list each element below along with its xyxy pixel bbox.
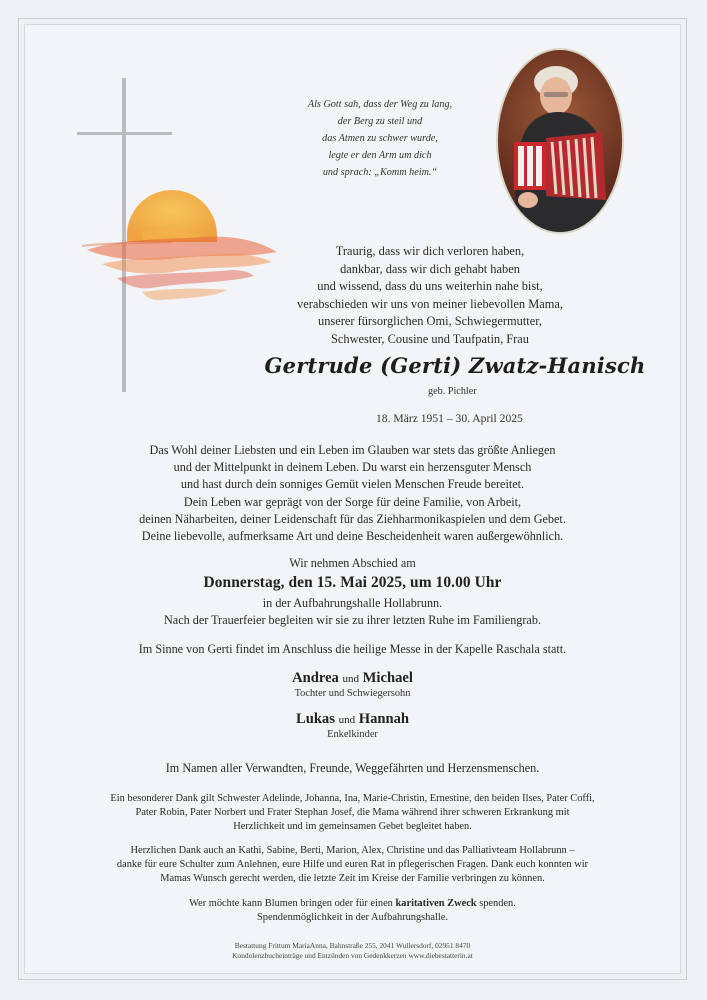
mourner-name: Hannah — [358, 711, 410, 727]
mourner-group — [24, 670, 681, 699]
portrait-photo — [496, 48, 624, 234]
intro-line: verabschieden wir uns von meiner liebevollen Mama, — [297, 296, 563, 311]
cross-horizontal-bar — [77, 132, 172, 135]
donation-pre: Wer möchte kann Blumen bringen oder für einen — [189, 898, 396, 909]
footer-line: Bestattung Frittum MariaAnna, Bahnstraße 255, 2041 Wullersdorf, 02951 8470 — [234, 941, 471, 950]
bio-line: Dein Leben war geprägt von der Sorge für deine Familie, von Arbeit, — [183, 494, 522, 509]
mourner-name: Michael — [362, 670, 413, 686]
thanks-line: Herzlichen Dank auch an Kathi, Sabine, Berti, Marion, Alex, Christine und das Palliativteam Hollabrunn – — [130, 845, 575, 856]
donation-line — [24, 897, 681, 911]
mourner-name: Lukas — [295, 711, 335, 727]
intro-line: unserer fürsorglichen Omi, Schwiegermutter, — [318, 314, 542, 329]
intro-text — [270, 243, 590, 349]
poem-line: und sprach: „Komm heim.“ — [322, 167, 438, 178]
thanks-paragraph-1 — [24, 792, 681, 835]
mourner-group — [24, 711, 681, 740]
bio-line: und der Mittelpunkt in deinem Leben. Du warst ein herzensguter Mensch — [173, 460, 532, 475]
poem-line: Als Gott sah, dass der Weg zu lang, — [307, 99, 453, 110]
mourner-role: Tochter und Schwiegersohn — [294, 688, 411, 699]
burial-text: Nach der Trauerfeier begleiten wir sie zu ihrer letzten Ruhe im Familiengrab. — [163, 613, 541, 627]
birth-name: geb. Pichler — [428, 386, 477, 397]
watercolor-sunset-icon — [82, 180, 282, 310]
bio-line: Das Wohl deiner Liebsten und ein Leben im Glauben war stets das größte Anliegen — [149, 443, 556, 457]
relatives-line: Im Namen aller Verwandten, Freunde, Weggefährten und Herzensmenschen. — [165, 761, 540, 775]
biography — [24, 442, 681, 545]
intro-line: und wissend, dass du uns weiterhin nahe bist, — [317, 279, 543, 294]
mourner-connector: und — [338, 714, 356, 726]
farewell-date: Donnerstag, den 15. Mai 2025, um 10.00 Uhr — [203, 574, 502, 591]
mass-text: Im Sinne von Gerti findet im Anschluss die heilige Messe in der Kapelle Raschala statt. — [138, 642, 567, 656]
mourner-names — [24, 711, 681, 728]
thanks-paragraph-2 — [24, 844, 681, 887]
bio-line: und hast durch dein sonniges Gemüt vielen Menschen Freude bereitet. — [180, 477, 525, 492]
life-dates: 18. März 1951 – 30. April 2025 — [376, 412, 523, 425]
accordion-player-image — [498, 50, 622, 232]
intro-line: dankbar, dass wir dich gehabt haben — [340, 261, 520, 276]
thanks-line: Herzlichkeit und im gemeinsamen Gebet begleitet haben. — [233, 821, 472, 833]
poem — [275, 96, 485, 181]
donation-note — [24, 897, 681, 925]
thanks-line: Ein besonderer Dank gilt Schwester Adelinde, Johanna, Ina, Marie-Christin, Ernestine, den beiden Ilses, Pater Coffi, — [110, 793, 595, 804]
bio-line: Deine liebevolle, aufmerksame Art und deine Bescheidenheit waren außergewöhnlich. — [141, 529, 564, 544]
poem-line: das Atmen zu schwer wurde, — [322, 133, 438, 144]
farewell-place: in der Aufbahrungshalle Hollabrunn. — [262, 596, 443, 610]
donation-line-2: Spendenmöglichkeit in der Aufbahrungshalle. — [256, 912, 449, 924]
poem-line: der Berg zu steil und — [337, 116, 423, 127]
intro-line: Traurig, dass wir dich verloren haben, — [335, 244, 525, 258]
mourner-role: Enkelkinder — [327, 729, 378, 740]
donation-post: spenden. — [476, 898, 516, 909]
footer — [24, 941, 681, 961]
mourner-name: Andrea — [292, 670, 339, 686]
farewell-intro: Wir nehmen Abschied am — [289, 556, 416, 570]
footer-line: Kondolenzbucheinträge und Entzünden von Gedenkkerzen www.diebestatterin.at — [232, 951, 473, 960]
farewell-place-block — [24, 595, 681, 629]
bio-line: deinen Näharbeiten, deiner Leidenschaft für das Ziehharmonikaspielen und dem Gebet. — [139, 511, 566, 526]
thanks-line: Mamas Wunsch gerecht werden, die letzte Zeit im Kreise der Familie verbringen zu können. — [160, 873, 545, 885]
intro-line: Schwester, Cousine und Taufpatin, Frau — [330, 331, 529, 346]
donation-bold: karitativen Zweck — [395, 898, 477, 909]
poem-line: legte er den Arm um dich — [328, 150, 432, 161]
thanks-line: Pater Robin, Pater Norbert und Frater Stephan Josef, die Mama während ihrer schweren Erkrankung mit — [135, 807, 570, 819]
mourner-connector: und — [342, 673, 359, 685]
thanks-line: danke für eure Schulter zum Anlehnen, eure Hilfe und euren Rat in pflegerischen Fragen. Dank euch konnten wir — [116, 859, 589, 871]
mourner-names — [24, 670, 681, 687]
deceased-name: Gertrude (Gerti) Zwatz-Hanisch — [264, 353, 646, 378]
